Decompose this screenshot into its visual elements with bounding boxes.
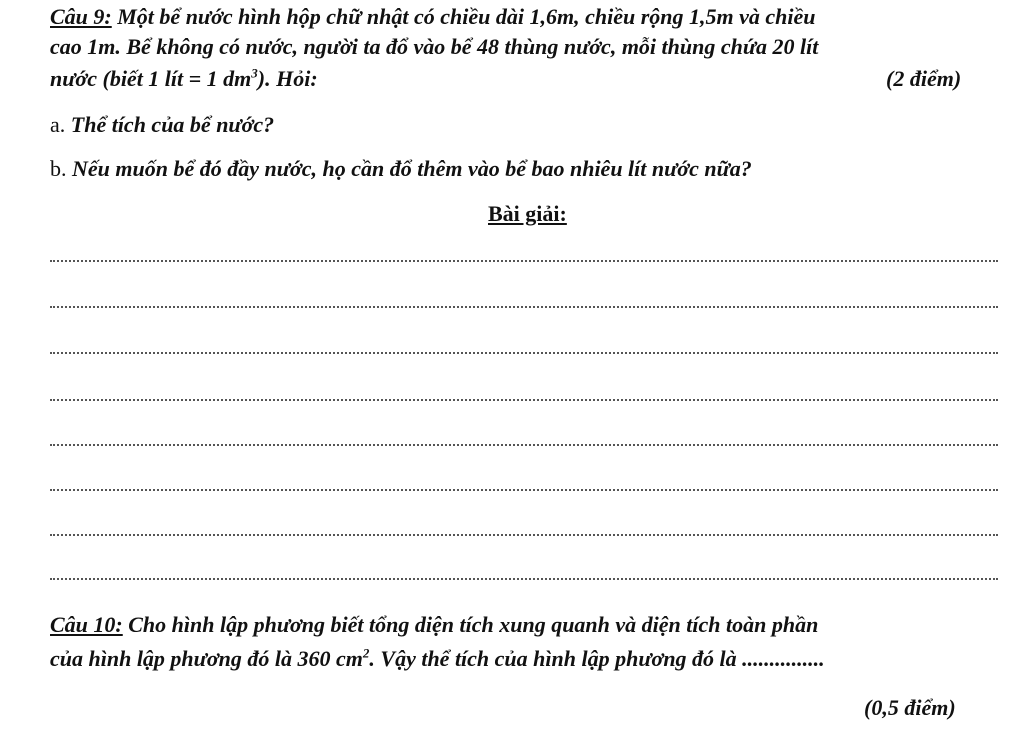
question-9-text-1: Một bể nước hình hộp chữ nhật có chiều dài 1,6m, chiều rộng 1,5m và chiều: [111, 4, 816, 29]
answer-line-3: [50, 352, 998, 354]
question-9-text-3: nước (biết 1 lít = 1 dm: [50, 66, 252, 91]
part-a-text: Thể tích của bể nước?: [65, 112, 275, 137]
answer-line-6: [50, 489, 998, 491]
answer-line-4: [50, 399, 998, 401]
answer-line-5: [50, 444, 998, 446]
question-10-text-2: của hình lập phương đó là 360 cm: [50, 646, 363, 671]
question-10-label: Câu 10:: [50, 612, 123, 637]
superscript: 2: [362, 645, 370, 661]
question-10-text-1: Cho hình lập phương biết tổng diện tích xung quanh và diện tích toàn phần: [122, 612, 819, 637]
answer-line-8: [50, 578, 998, 580]
solution-heading: Bài giải:: [488, 201, 567, 226]
superscript: 3: [251, 65, 258, 81]
part-a-prefix: a.: [50, 112, 66, 137]
question-10-line-2: [50, 646, 825, 672]
question-10-points: (0,5 điểm): [864, 695, 956, 720]
question-9-line-3: [50, 66, 318, 92]
question-9-line-1: [50, 4, 816, 30]
question-10-line-1: [50, 612, 818, 638]
part-b: [50, 156, 752, 182]
answer-line-1: [50, 260, 998, 262]
question-10-text-2b: . Vậy thể tích của hình lập phương đó là ...............: [369, 646, 825, 671]
answer-line-2: [50, 306, 998, 308]
question-9-line-2: cao 1m. Bể không có nước, người ta đổ vào bể 48 thùng nước, mỗi thùng chứa 20 lít: [50, 34, 819, 59]
question-9-points: (2 điểm): [886, 66, 962, 91]
answer-line-7: [50, 534, 998, 536]
part-a: [50, 112, 274, 138]
part-b-prefix: b.: [50, 156, 67, 181]
question-9-text-3b: ). Hỏi:: [257, 66, 318, 91]
question-9-label: Câu 9:: [50, 4, 112, 29]
part-b-text: Nếu muốn bể đó đầy nước, họ cần đổ thêm vào bể bao nhiêu lít nước nữa?: [66, 156, 752, 181]
